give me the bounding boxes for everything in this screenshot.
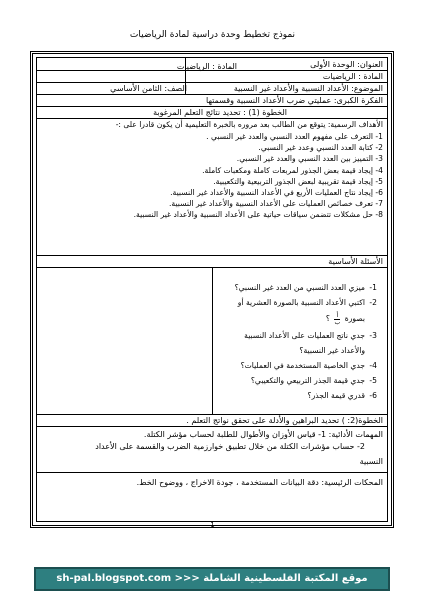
question-item: 1-ميزي العدد النسبي من العدد غير النسبي؟ bbox=[234, 283, 377, 292]
goal-item: 7- تعرف خصائص العمليات على الأعداد النسبية والأعداد غير النسبية. bbox=[169, 199, 383, 209]
row-divider bbox=[37, 426, 387, 427]
unit-plan-table bbox=[30, 51, 394, 528]
criteria: المحكات الرئيسية: دقة البيانات المستخدمة ، جودة الاخراج ، ووضوح الخط. bbox=[136, 478, 383, 487]
goal-item: 3- التمييز بين العدد النسبي والعدد غير النسبي. bbox=[236, 154, 383, 164]
questions-list bbox=[207, 280, 377, 403]
step1-heading: الخطوة (1) : تحديد نتائج التعلم المرغوبة bbox=[153, 108, 287, 117]
fraction: $\frac{\text{أ}}{\text{ب}}$ bbox=[334, 311, 341, 326]
question-item: 3-جدي ناتج العمليات على الأعداد النسبية bbox=[244, 331, 377, 340]
tasks-line-3: النسبية bbox=[359, 457, 383, 466]
row-divider bbox=[37, 472, 387, 473]
question-item: 2-اكتبي الأعداد النسبية بالصورة العشرية أو bbox=[237, 298, 377, 307]
table-inner bbox=[36, 57, 388, 522]
goals-intro: الأهداف الرسمية: يتوقع من الطالب بعد مروره بالخبرة التعليمية أن يكون قادرا على :- bbox=[115, 120, 383, 129]
question-item: بصورة $\frac{\text{أ}}{\text{ب}}$ ؟ bbox=[325, 311, 365, 326]
goal-item: 2- كتابة العدد النسبي وعدد غير النسبي. bbox=[258, 143, 383, 153]
goal-item: 4- إيجاد قيمة بعض الجذور لمربعات كاملة ومكعبات كاملة. bbox=[202, 165, 383, 175]
goal-item: 1- التعرف على مفهوم العدد النسبي والعدد غير النسبي . bbox=[206, 132, 383, 141]
site-banner[interactable]: موقع المكتبة الفلسطينية الشاملة <<< sh-pal.blogspot.com bbox=[34, 567, 390, 591]
step2-heading: الخطوة(2: ) تحديد البراهين والأدلة على تحقق نواتج التعلم . bbox=[186, 416, 383, 425]
tasks-line-1: المهمات الأدائية: 1- قياس الأوزان والأطوال للطلبة لحساب مؤشر الكتلة. bbox=[143, 430, 383, 439]
page-number: 1 bbox=[210, 521, 215, 529]
question-item: والأعداد غير النسبية؟ bbox=[299, 346, 365, 355]
subject-label: المادة : الرياضيات bbox=[322, 72, 383, 81]
unit-title: العنوان: الوحدة الأولى bbox=[310, 60, 383, 69]
questions-heading: الأسئلة الأساسية bbox=[328, 257, 383, 266]
topic-label: الموضوع: الأعداد النسبية والأعداد غير النسبية bbox=[233, 84, 383, 93]
goals-list bbox=[134, 131, 383, 221]
question-item: 4-جدي الخاصية المستخدمة في العمليات؟ bbox=[240, 361, 377, 370]
big-idea: الفكرة الكبرى: عمليتي ضرب الأعداد النسبية وقسمتها bbox=[206, 96, 383, 105]
col-divider bbox=[185, 58, 186, 94]
page-title: نموذج تخطيط وحدة دراسية لمادة الرياضيات bbox=[129, 30, 296, 40]
question-item: 5-جدي قيمة الجذر التربيعي والتكعيبي؟ bbox=[250, 376, 377, 385]
goal-item: 8- حل مشكلات تتضمن سياقات حياتية على الأعداد النسبية والأعداد غير النسبية. bbox=[133, 210, 383, 220]
subject-right-label: المادة : الرياضيات bbox=[176, 62, 237, 71]
tasks-line-2: 2- حساب مؤشرات الكتلة من خلال تطبيق خوارزمية الضرب والقسمة على الأعداد bbox=[95, 442, 365, 451]
goal-item: 6- إيجاد نتاج العمليات الأربع في الأعداد النسبية والأعداد غير النسبية. bbox=[170, 188, 383, 198]
goal-item: 5- إيجاد قيمة تقريبية لبعض الجذور التربيعية والتكعيبية. bbox=[213, 176, 383, 186]
question-item: 6-قدري قيمة الجذر؟ bbox=[307, 391, 377, 400]
grade-label: الصف: الثامن الأساسي bbox=[110, 84, 187, 93]
